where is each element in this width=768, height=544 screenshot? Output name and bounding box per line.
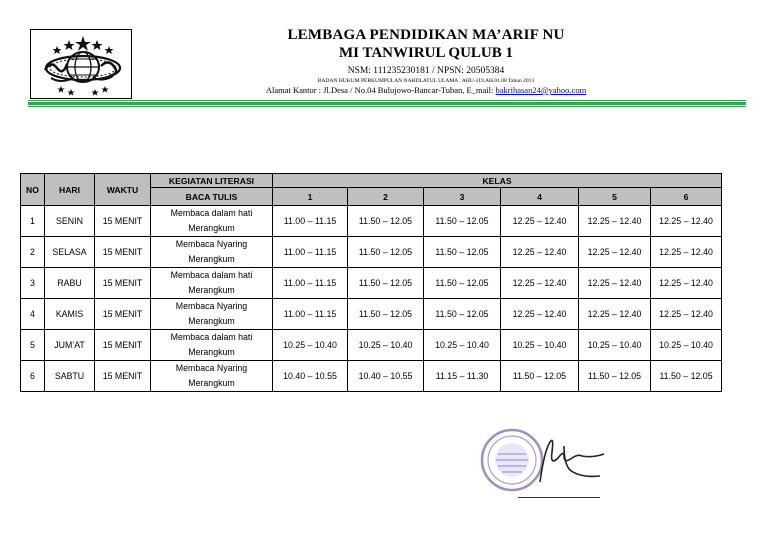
cell-time-kelas-5: 12.25 – 12.40 [579,237,651,268]
kegiatan-task: Merangkum [188,347,235,357]
cell-time-kelas-1: 10.40 – 10.55 [273,361,348,392]
address-text: Alamat Kantor : Jl.Desa / No.04 Bulujowo-Bancar-Tuban, E_mail: [265,85,496,95]
cell-kegiatan [151,268,273,299]
cell-time-kelas-1: 11.00 – 11.15 [273,299,348,330]
cell-time-kelas-5: 11.50 – 12.05 [579,361,651,392]
nu-logo-icon [31,30,131,98]
header-waktu: WAKTU [95,174,151,206]
header-kelas-2: 2 [348,188,424,206]
header-kegiatan-line2: BACA TULIS [151,188,273,206]
cell-time-kelas-3: 11.15 – 11.30 [424,361,501,392]
cell-waktu: 15 MENIT [95,361,151,392]
cell-hari: RABU [45,268,95,299]
cell-kegiatan [151,299,273,330]
cell-no: 4 [21,299,45,330]
cell-time-kelas-1: 11.00 – 11.15 [273,206,348,237]
cell-time-kelas-4: 12.25 – 12.40 [501,299,579,330]
cell-time-kelas-3: 11.50 – 12.05 [424,237,501,268]
kegiatan-task: Merangkum [188,316,235,326]
cell-hari: SENIN [45,206,95,237]
literacy-schedule-table [20,173,722,392]
header-no: NO [21,174,45,206]
kegiatan-activity: Membaca dalam hati [170,332,253,342]
cell-kegiatan [151,206,273,237]
header-hari: HARI [45,174,95,206]
kegiatan-activity: Membaca Nyaring [175,301,248,311]
nsm-npsn: NSM: 111235230181 / NPSN: 20505384 [347,66,505,76]
cell-time-kelas-4: 12.25 – 12.40 [501,268,579,299]
cell-no: 5 [21,330,45,361]
cell-kegiatan [151,237,273,268]
table-row [21,237,722,268]
signature-icon [540,440,604,482]
cell-time-kelas-5: 12.25 – 12.40 [579,268,651,299]
cell-time-kelas-6: 11.50 – 12.05 [651,361,722,392]
letterhead [200,26,652,96]
cell-time-kelas-6: 12.25 – 12.40 [651,299,722,330]
header-kelas: KELAS [273,174,722,188]
cell-hari: JUM’AT [45,330,95,361]
cell-hari: SELASA [45,237,95,268]
cell-time-kelas-2: 11.50 – 12.05 [348,268,424,299]
cell-time-kelas-6: 12.25 – 12.40 [651,206,722,237]
table-row [21,299,722,330]
header-kelas-5: 5 [579,188,651,206]
header-rule-thin-bottom [28,106,746,107]
cell-no: 2 [21,237,45,268]
header-rule-thin-top [28,100,746,101]
cell-hari: SABTU [45,361,95,392]
cell-time-kelas-5: 12.25 – 12.40 [579,299,651,330]
cell-waktu: 15 MENIT [95,330,151,361]
header-kelas-1: 1 [273,188,348,206]
email-link[interactable]: bakrihasan24@yahoo.com [495,85,587,95]
cell-time-kelas-2: 10.25 – 10.40 [348,330,424,361]
table-row [21,361,722,392]
cell-time-kelas-3: 11.50 – 12.05 [424,299,501,330]
office-address [200,85,652,96]
kegiatan-activity: Membaca dalam hati [170,208,253,218]
cell-kegiatan [151,361,273,392]
cell-waktu: 15 MENIT [95,268,151,299]
cell-time-kelas-3: 11.50 – 12.05 [424,206,501,237]
cell-time-kelas-4: 12.25 – 12.40 [501,237,579,268]
cell-time-kelas-2: 11.50 – 12.05 [348,206,424,237]
cell-time-kelas-1: 11.00 – 11.15 [273,268,348,299]
school-name: MI TANWIRUL QULUB 1 [338,45,514,61]
kegiatan-task: Merangkum [188,223,235,233]
school-stamp-icon [478,424,608,496]
cell-time-kelas-3: 10.25 – 10.40 [424,330,501,361]
cell-time-kelas-4: 12.25 – 12.40 [501,206,579,237]
institution-name: LEMBAGA PENDIDIKAN MA’ARIF NU [287,27,565,43]
header-kegiatan-line1: KEGIATAN LITERASI [151,174,273,188]
cell-kegiatan [151,330,273,361]
cell-time-kelas-1: 11.00 – 11.15 [273,237,348,268]
header-kelas-6: 6 [651,188,722,206]
cell-waktu: 15 MENIT [95,299,151,330]
cell-no: 1 [21,206,45,237]
kegiatan-task: Merangkum [188,285,235,295]
header-kelas-4: 4 [501,188,579,206]
kegiatan-activity: Membaca dalam hati [170,270,253,280]
cell-time-kelas-4: 11.50 – 12.05 [501,361,579,392]
cell-no: 6 [21,361,45,392]
cell-hari: KAMIS [45,299,95,330]
signature-line [518,497,600,498]
logo-frame [30,29,132,99]
table-row [21,330,722,361]
cell-time-kelas-1: 10.25 – 10.40 [273,330,348,361]
cell-time-kelas-4: 10.25 – 10.40 [501,330,579,361]
cell-time-kelas-5: 12.25 – 12.40 [579,206,651,237]
header-rule-thick [28,102,746,105]
cell-time-kelas-2: 11.50 – 12.05 [348,299,424,330]
cell-time-kelas-3: 11.50 – 12.05 [424,268,501,299]
cell-waktu: 15 MENIT [95,206,151,237]
cell-time-kelas-6: 12.25 – 12.40 [651,268,722,299]
kegiatan-activity: Membaca Nyaring [175,239,248,249]
cell-time-kelas-6: 10.25 – 10.40 [651,330,722,361]
table-row [21,268,722,299]
cell-time-kelas-2: 10.40 – 10.55 [348,361,424,392]
kegiatan-activity: Membaca Nyaring [175,363,248,373]
kegiatan-task: Merangkum [188,378,235,388]
legal-entity: BADAN HUKUM PERKUMPULAN NAHDLATUL ULAMA : AHU-119.AH.01.08 Tahun 2013 [317,78,535,84]
cell-time-kelas-5: 10.25 – 10.40 [579,330,651,361]
cell-waktu: 15 MENIT [95,237,151,268]
cell-no: 3 [21,268,45,299]
table-row [21,206,722,237]
cell-time-kelas-6: 12.25 – 12.40 [651,237,722,268]
kegiatan-task: Merangkum [188,254,235,264]
header-kelas-3: 3 [424,188,501,206]
cell-time-kelas-2: 11.50 – 12.05 [348,237,424,268]
